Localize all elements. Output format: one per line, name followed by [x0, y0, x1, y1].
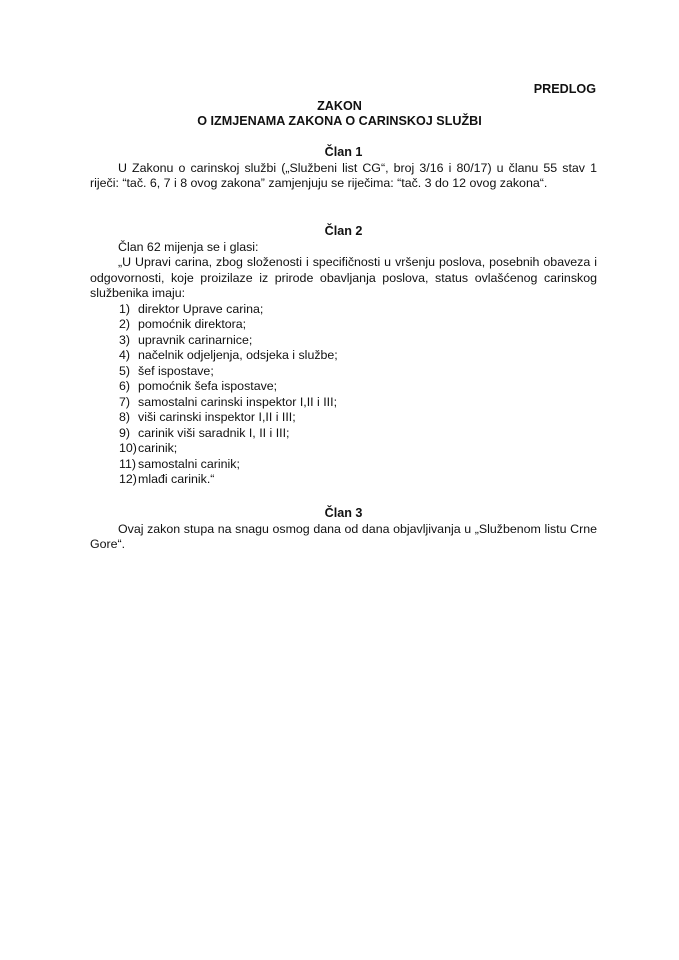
list-item-text: viši carinski inspektor I,II i III; — [138, 410, 296, 424]
article-2-heading: Član 2 — [324, 224, 363, 238]
article-1 — [90, 145, 597, 192]
list-item — [90, 364, 597, 380]
list-item — [90, 302, 597, 318]
list-item-number: 1) — [119, 301, 131, 316]
list-item — [90, 441, 597, 457]
list-item-number: 8) — [119, 410, 131, 424]
list-item-number: 10) — [119, 441, 137, 455]
title-line-2: O IZMJENAMA ZAKONA O CARINSKOJ SLUŽBI — [197, 114, 482, 128]
list-item-text: pomoćnik direktora; — [138, 317, 247, 331]
list-item — [90, 333, 597, 349]
list-item — [90, 426, 597, 442]
list-item-text: pomoćnik šefa ispostave; — [138, 379, 278, 393]
list-item-number: 3) — [119, 332, 131, 347]
document-title — [0, 99, 679, 129]
list-item-text: mlađi carinik.“ — [138, 472, 215, 486]
article-2-list — [90, 302, 597, 488]
article-3-text: Ovaj zakon stupa na snagu osmog dana od dana objavljivanja u „Službenom listu Crne Gore“. — [90, 521, 597, 551]
list-item-text: direktor Uprave carina; — [138, 301, 264, 316]
article-2-intro: Član 62 mijenja se i glasi: — [118, 239, 259, 254]
article-2-text: „U Upravi carina, zbog složenosti i specifičnosti u vršenju poslova, posebnih obaveza i odgovornosti, koje proizilaze iz prirode obavljanja poslova, status ovlašćenog carinskog službenika imaju: — [90, 255, 597, 300]
list-item — [90, 379, 597, 395]
list-item-number: 7) — [119, 394, 131, 409]
article-1-text: U Zakonu o carinskoj službi („Službeni list CG“, broj 3/16 i 80/17) u članu 55 stav 1 riječi: “tač. 6, 7 i 8 ovog zakona” zamjenjuju se riječima: “tač. 3 do 12 ovog zakona“. — [90, 160, 597, 190]
list-item-number: 11) — [119, 456, 136, 471]
list-item — [90, 317, 597, 333]
article-3 — [90, 506, 597, 553]
list-item-number: 6) — [119, 379, 131, 393]
list-item-text: upravnik carinarnice; — [138, 332, 253, 347]
list-item-text: samostalni carinik; — [138, 456, 240, 471]
article-2 — [90, 224, 597, 488]
title-line-1: ZAKON — [317, 99, 362, 113]
list-item-number: 5) — [119, 363, 131, 378]
list-item — [90, 410, 597, 426]
list-item — [90, 457, 597, 473]
list-item — [90, 472, 597, 488]
list-item — [90, 395, 597, 411]
list-item-text: načelnik odjeljenja, odsjeka i službe; — [138, 348, 338, 362]
list-item — [90, 348, 597, 364]
list-item-number: 9) — [119, 425, 131, 440]
list-item-text: carinik; — [138, 441, 178, 455]
list-item-text: carinik viši saradnik I, II i III; — [138, 425, 290, 440]
list-item-number: 2) — [119, 317, 131, 331]
list-item-number: 12) — [119, 472, 137, 486]
list-item-text: šef ispostave; — [138, 363, 214, 378]
article-1-heading: Član 1 — [324, 145, 363, 159]
article-3-heading: Član 3 — [324, 506, 363, 520]
list-item-number: 4) — [119, 348, 131, 362]
document-status-label: PREDLOG — [533, 82, 596, 96]
list-item-text: samostalni carinski inspektor I,II i III; — [138, 394, 338, 409]
